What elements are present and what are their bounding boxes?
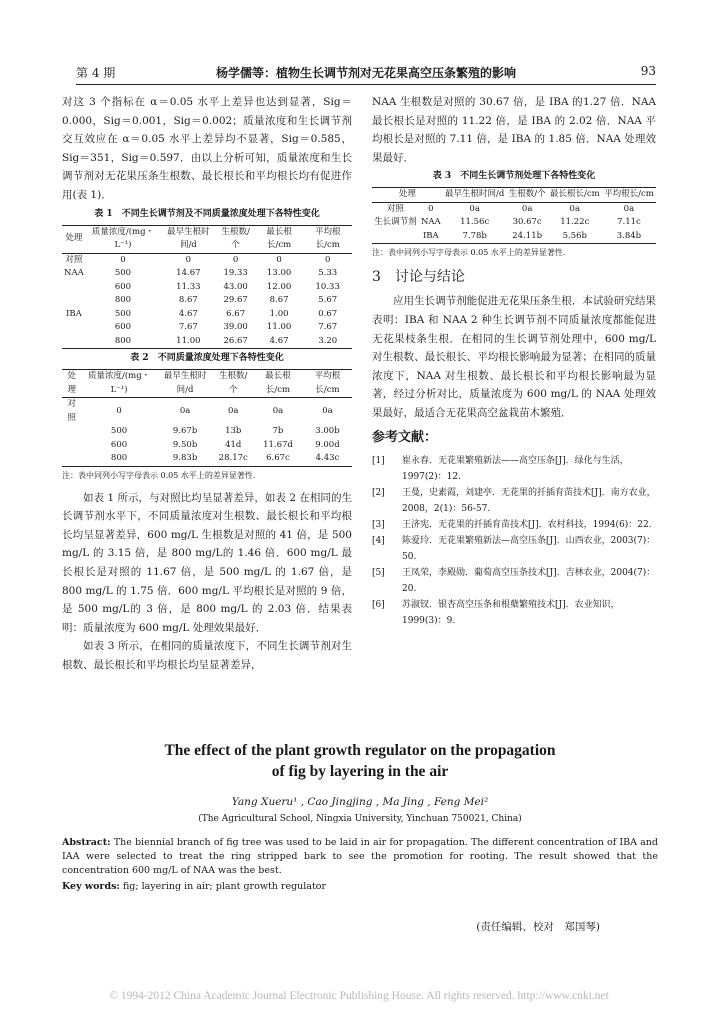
table-cell: 0a <box>179 405 191 416</box>
reference-item <box>372 453 656 485</box>
table-cell: 5.67 <box>318 295 338 306</box>
table-cell: 对照 <box>65 254 83 265</box>
table-cell: 600 <box>114 322 132 333</box>
table-cell <box>62 425 81 439</box>
keywords-text: fig; layering in air; plant growth regulator <box>122 881 327 892</box>
table-row <box>372 202 656 216</box>
table-header-cell: 最长根长/cm <box>255 225 304 253</box>
table-header-cell: 质量浓度/(mg・L⁻¹) <box>81 370 156 398</box>
table-header-cell: 生根数/个 <box>214 370 253 398</box>
table-cell: 13.00 <box>266 268 292 279</box>
table-cell: 600 <box>110 439 128 450</box>
english-authors: Yang Xueru¹ , Cao Jingjing , Ma Jing , Feng Mei² <box>231 796 489 808</box>
table-header-cell: 处理 <box>62 225 86 253</box>
table-cell: 4.67 <box>255 335 304 349</box>
table-cell: 800 <box>114 295 132 306</box>
table-header-cell: 平均根长/cm <box>303 370 352 398</box>
table-cell: 0a <box>272 405 284 416</box>
issue-number: 第 4 期 <box>76 66 116 80</box>
table-cell: 11.67d <box>263 439 293 450</box>
table-cell: 30.67c <box>512 217 542 228</box>
body-paragraph: 如表 3 所示，在相同的质量浓度下，不同生长调节剂对生根数、最长根长和平均根长均呈显著差异， <box>62 640 352 671</box>
english-title-line2: of fig by layering in the air <box>271 763 449 780</box>
table-2 <box>62 369 352 467</box>
table-cell: 500 <box>114 308 132 319</box>
table-cell: 39.00 <box>223 322 248 333</box>
table-cell: 0a <box>521 203 533 214</box>
reference-item <box>372 597 656 629</box>
table-row <box>62 452 352 466</box>
table-cell: 800 <box>86 335 161 349</box>
table-cell <box>62 294 86 308</box>
table-cell: 26.67 <box>216 335 254 349</box>
table-cell: 对照 <box>67 399 76 423</box>
table-cell: 6.67 <box>226 308 246 319</box>
table-cell: 0 <box>116 405 122 416</box>
table-cell: 4.43c <box>303 452 352 466</box>
table-cell: 9.00d <box>315 439 340 450</box>
table-cell: 8.67 <box>178 295 198 306</box>
table-header-cell: 最早生根时间/d <box>160 225 216 253</box>
table-cell: 11.00 <box>160 335 216 349</box>
reference-number: [1] <box>372 455 385 466</box>
table-header-cell: 最早生根时间/d <box>157 370 214 398</box>
table-row <box>62 425 352 439</box>
table2-note: 注：表中同列小写字母表示 0.05 水平上的差异显著性. <box>62 470 256 480</box>
table-cell: 8.67 <box>269 295 289 306</box>
reference-item <box>372 485 656 517</box>
table-cell: NAA <box>64 268 84 279</box>
table-cell <box>62 452 81 466</box>
table-row <box>62 281 352 295</box>
table-cell: 0a <box>469 203 480 214</box>
table-cell: 43.00 <box>223 281 248 292</box>
table-cell: 41d <box>225 439 242 450</box>
table-cell: 生长调节剂 <box>374 217 417 228</box>
section-heading: 3 讨论与结论 <box>372 269 465 286</box>
table3-note: 注：表中同列小写字母表示 0.05 水平上的差异显著性. <box>372 248 566 258</box>
reference-number: [2] <box>372 487 385 498</box>
table-row <box>62 267 352 281</box>
keywords-label: Key words: <box>62 881 120 892</box>
body-paragraph: 对这 3 个指标在 α＝0.05 水平上差异也达到显著，Sig＝0.000，Sig＝0.001，Sig＝0.002；质量浓度和生长调节剂交互效应在 α＝0.05 水平上差异均不显著，Sig＝0.585，Sig＝351，Sig＝0.597．由以上分析可知，质量浓度和生长调节剂对无花果压条生根数、最长根长和平均根长均有促进作用(表 1)． <box>62 96 352 201</box>
table3-caption: 表 3 不同生长调节剂处理下各特性变化 <box>432 171 596 182</box>
table-row <box>62 398 352 426</box>
right-column <box>372 93 656 629</box>
table-cell: 0 <box>232 254 239 265</box>
table-row <box>372 216 656 230</box>
reference-list <box>372 453 656 629</box>
table-header-cell: 处理 <box>372 188 443 203</box>
table-cell: 11.56c <box>460 217 490 228</box>
table-cell: 24.11b <box>507 230 548 244</box>
table1-caption: 表 1 不同生长调节剂及不同质量浓度处理下各特性变化 <box>94 208 320 219</box>
reference-text: 陈爱玲．无花果繁殖新法—高空压条[J]．山西农业，2003(7)：50. <box>402 535 656 562</box>
table-cell: 对照 <box>386 203 404 214</box>
table-row <box>62 335 352 349</box>
reference-text: 崔永春．无花果繁殖新法——高空压条[J]．绿化与生活，1997(2)：12. <box>402 455 629 482</box>
copyright-footer: © 1994-2012 China Academic Journal Electronic Publishing House. All rights reserved. http://www.cnki.net <box>109 990 609 1002</box>
body-paragraph: 如表 1 所示，与对照比均呈显著差异，如表 2 在相同的生长调节剂水平下，不同质量浓度对生根数、最长根长和平均根长均呈显著差异，600 mg/L 生根数是对照的 41 倍，是 500 mg/L 的 3.15 倍，是 800 mg/L的 1.46 倍．600 mg/L 最长根长是对照的 11.67 倍，是 500 mg/L 的 1.67 倍，是 800 mg/L 的 1.75 倍．600 mg/L 平均根长是对照的 9 倍，是 500 mg/L的 3 倍，是 800 mg/L 的 2.03 倍．结果表明：质量浓度为 600 mg/L 处理效果最好． <box>62 491 352 634</box>
table-header-cell: 质量浓度/(mg・L⁻¹) <box>86 225 161 253</box>
reference-number: [6] <box>372 599 385 610</box>
table-cell: 7.67 <box>178 322 198 333</box>
table-cell: 12.00 <box>266 281 292 292</box>
table-header-cell: 最长根长/cm <box>253 370 303 398</box>
references-heading: 参考文献： <box>372 429 438 445</box>
english-abstract-block <box>62 740 658 894</box>
reference-text: 王凤荣，李殿勋．葡萄高空压条技术[J]．吉林农业，2004(7)：20. <box>402 567 656 594</box>
table-cell: 5.56b <box>548 230 602 244</box>
table-cell: 800 <box>81 452 156 466</box>
english-abstract <box>62 836 658 878</box>
body-paragraph: NAA 生根数是对照的 30.67 倍，是 IBA 的1.27 倍．NAA 最长根长是对照的 11.22 倍，是 IBA 的 2.02 倍．NAA 平均根长是对照的 7.11 倍，是 IBA 的 1.85 倍．NAA 处理效果最好． <box>372 96 656 164</box>
reference-item <box>372 533 656 565</box>
table-row <box>62 321 352 335</box>
table-cell: 11.33 <box>176 281 201 292</box>
table-cell: 7.11c <box>617 217 641 228</box>
table-cell: 0 <box>428 203 434 214</box>
table-row <box>62 253 352 267</box>
table-cell: 5.33 <box>318 268 338 279</box>
table-3 <box>372 187 656 244</box>
table-row <box>62 294 352 308</box>
table-cell: 0.67 <box>318 308 338 319</box>
table-header-cell: 处理 <box>62 370 81 398</box>
reference-number: [3] <box>372 519 385 530</box>
reference-number: [4] <box>372 535 385 546</box>
table-cell: 7.67 <box>318 322 338 333</box>
table-cell: 10.33 <box>315 281 340 292</box>
reference-number: [5] <box>372 567 385 578</box>
table-cell: 13b <box>225 426 242 437</box>
table-cell: NAA <box>420 217 441 228</box>
reference-text: 王济宪．无花果的扦插育苗技术[J]．农村科技，1994(6)：22. <box>402 519 652 530</box>
table-cell: 0 <box>324 254 331 265</box>
table-cell: 11.00 <box>266 322 292 333</box>
table-cell: 0a <box>227 405 239 416</box>
table-cell: 0a <box>569 203 581 214</box>
table-cell: 1.00 <box>269 308 289 319</box>
table-cell: 28.17c <box>214 452 253 466</box>
table-cell <box>62 281 86 295</box>
table-cell: 500 <box>114 268 132 279</box>
table-cell: 3.20 <box>303 335 352 349</box>
table-cell: 0 <box>185 254 192 265</box>
table-cell: 0 <box>276 254 282 265</box>
english-title-line1: The effect of the plant growth regulator on the propagation <box>164 742 556 759</box>
table-row <box>62 439 352 453</box>
table-cell <box>62 321 86 335</box>
table-header-cell: 最长根长/cm <box>548 188 602 203</box>
page-number: 93 <box>640 64 656 78</box>
table-cell: 29.67 <box>223 295 248 306</box>
table-row <box>372 230 656 244</box>
table-row <box>62 308 352 322</box>
table-cell: 600 <box>114 281 132 292</box>
reference-item <box>372 565 656 597</box>
table-cell: IBA <box>65 308 82 319</box>
table-cell: 4.67 <box>178 308 198 319</box>
table-cell: 9.50b <box>172 439 198 450</box>
table-cell: 7.78b <box>443 230 507 244</box>
abstract-text: The biennial branch of fig tree was used to be laid in air for propagation. The different concentration of IBA and IAA were selected to treat the ring stripped bark to see the promotion for rooting. The result showed that the concentration 600 mg/L of NAA was the best. <box>62 837 658 876</box>
editor-credit: (责任编辑、校对 郑国琴) <box>476 921 600 933</box>
table-cell: 14.67 <box>176 268 201 279</box>
running-title: 杨学儒等：植物生长调节剂对无花果高空压条繁殖的影响 <box>215 66 516 80</box>
table-cell: 0 <box>120 254 126 265</box>
table-header-cell: 生根数/个 <box>216 225 254 253</box>
table-header-cell: 平均根长/cm <box>602 188 656 203</box>
table-cell: 9.67b <box>172 426 198 437</box>
table-cell: 11.22c <box>560 217 590 228</box>
table-cell: 3.00b <box>315 426 340 437</box>
table-cell: 3.84b <box>602 230 656 244</box>
reference-item <box>372 517 656 533</box>
table-header-cell: 最早生根时间/d <box>443 188 507 203</box>
body-paragraph: 应用生长调节剂能促进无花果压条生根．本试验研究结果表明：IBA 和 NAA 2 种生长调节剂不同质量浓度都能促进无花果枝条生根．在相同的生长调节剂处理中，600 mg/L 对生根数、最长根长、平均根长影响最为显著；在相同的质量浓度下，NAA 对生根数、最长根长和平均根长影响最为显著，经过分析对比，质量浓度为 600 mg/L 的 NAA 处理效果最好，最适合无花果高空盆栽苗木繁殖． <box>372 295 656 419</box>
abstract-label: Abstract: <box>62 837 111 848</box>
table-cell: 0a <box>623 203 635 214</box>
reference-text: 王曼，史素霞，刘建亭．无花果的扦插育苗技术[J]．南方农业，2008，2(1)：56-57. <box>402 487 656 514</box>
english-keywords <box>62 880 658 894</box>
left-column <box>62 93 352 675</box>
reference-text: 苏淑钗．银杏高空压条和根蘖繁殖技术[J]．农业知识，1999(3)：9. <box>402 599 620 626</box>
table-cell <box>62 335 86 349</box>
table2-caption: 表 2 不同质量浓度处理下各特性变化 <box>130 353 284 364</box>
table-cell: 7b <box>272 426 284 437</box>
table-cell <box>372 230 419 244</box>
table-1 <box>62 225 352 350</box>
table-cell: 19.33 <box>223 268 248 279</box>
running-header <box>76 62 656 85</box>
table-header-cell: 平均根长/cm <box>303 225 352 253</box>
table-cell <box>62 439 81 453</box>
table-cell: 9.83b <box>157 452 214 466</box>
table-cell: 6.67c <box>253 452 303 466</box>
table-header-cell: 生根数/个 <box>507 188 548 203</box>
english-affiliation: (The Agricultural School, Ningxia University, Yinchuan 750021, China) <box>198 814 522 824</box>
table-cell: IBA <box>419 230 443 244</box>
table-cell: 500 <box>110 426 128 437</box>
table-cell: 0a <box>322 405 333 416</box>
